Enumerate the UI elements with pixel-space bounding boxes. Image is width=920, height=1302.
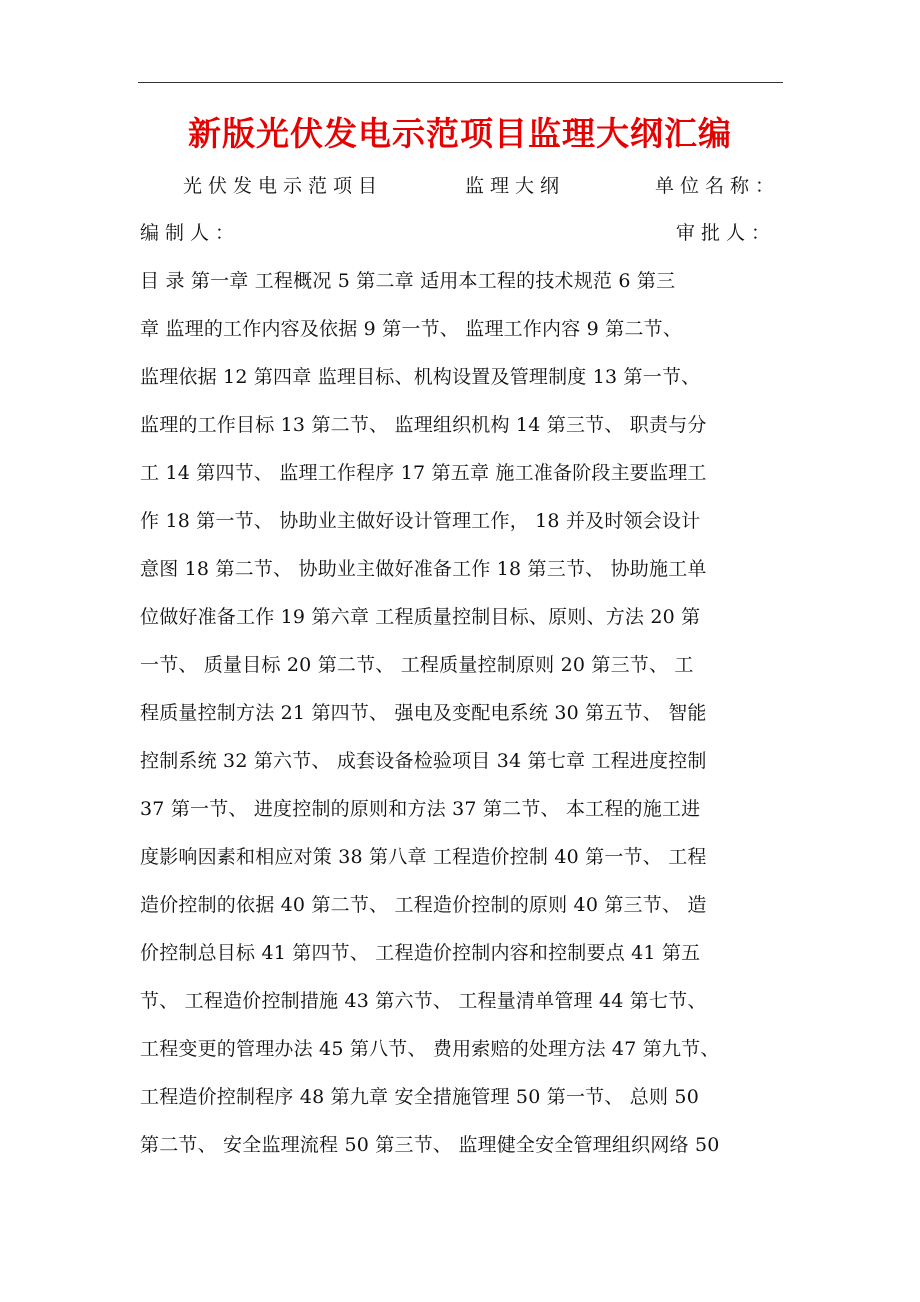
toc-line: 一节、 质量目标 20 第二节、 工程质量控制原则 20 第三节、 工 (140, 654, 694, 676)
toc-line: 监理的工作目标 13 第二节、 监理组织机构 14 第三节、 职责与分 (140, 414, 707, 436)
document-title: 新版光伏发电示范项目监理大纲汇编 (188, 114, 732, 153)
project-name: 光伏发电示范项目 (183, 175, 384, 197)
toc-line: 造价控制的依据 40 第二节、 工程造价控制的原则 40 第三节、 造 (140, 894, 707, 916)
top-horizontal-rule (138, 82, 783, 83)
toc-line: 监理依据 12 第四章 监理目标、机构设置及管理制度 13 第一节、 (140, 366, 701, 388)
toc-line: 节、 工程造价控制措施 43 第六节、 工程量清单管理 44 第七节、 (140, 990, 707, 1012)
unit-name-label: 单位名称： (655, 175, 781, 197)
toc-line: 目 录 第一章 工程概况 5 第二章 适用本工程的技术规范 6 第三 (140, 270, 676, 292)
toc-line: 控制系统 32 第六节、 成套设备检验项目 34 第七章 工程进度控制 (140, 750, 707, 772)
toc-line: 程质量控制方法 21 第四节、 强电及变配电系统 30 第五节、 智能 (140, 702, 707, 724)
toc-line: 工 14 第四节、 监理工作程序 17 第五章 施工准备阶段主要监理工 (140, 462, 707, 484)
approver-label: 审批人： (676, 222, 777, 244)
toc-line: 37 第一节、 进度控制的原则和方法 37 第二节、 本工程的施工进 (140, 798, 701, 820)
doc-type: 监理大纲 (465, 175, 566, 197)
toc-line: 工程变更的管理办法 45 第八节、 费用索赔的处理方法 47 第九节、 (140, 1038, 720, 1060)
toc-line: 位做好准备工作 19 第六章 工程质量控制目标、原则、方法 20 第 (140, 606, 701, 628)
toc-line: 作 18 第一节、 协助业主做好设计管理工作， 18 并及时领会设计 (140, 510, 701, 532)
toc-line: 价控制总目标 41 第四节、 工程造价控制内容和控制要点 41 第五 (140, 942, 701, 964)
toc-line: 章 监理的工作内容及依据 9 第一节、 监理工作内容 9 第二节、 (140, 318, 683, 340)
toc-line: 工程造价控制程序 48 第九章 安全措施管理 50 第一节、 总则 50 (140, 1086, 700, 1108)
editor-label: 编制人： (140, 222, 241, 244)
toc-line: 意图 18 第二节、 协助业主做好准备工作 18 第三节、 协助施工单 (140, 558, 707, 580)
toc-line: 第二节、 安全监理流程 50 第三节、 监理健全安全管理组织网络 50 (140, 1134, 720, 1156)
toc-line: 度影响因素和相应对策 38 第八章 工程造价控制 40 第一节、 工程 (140, 846, 707, 868)
